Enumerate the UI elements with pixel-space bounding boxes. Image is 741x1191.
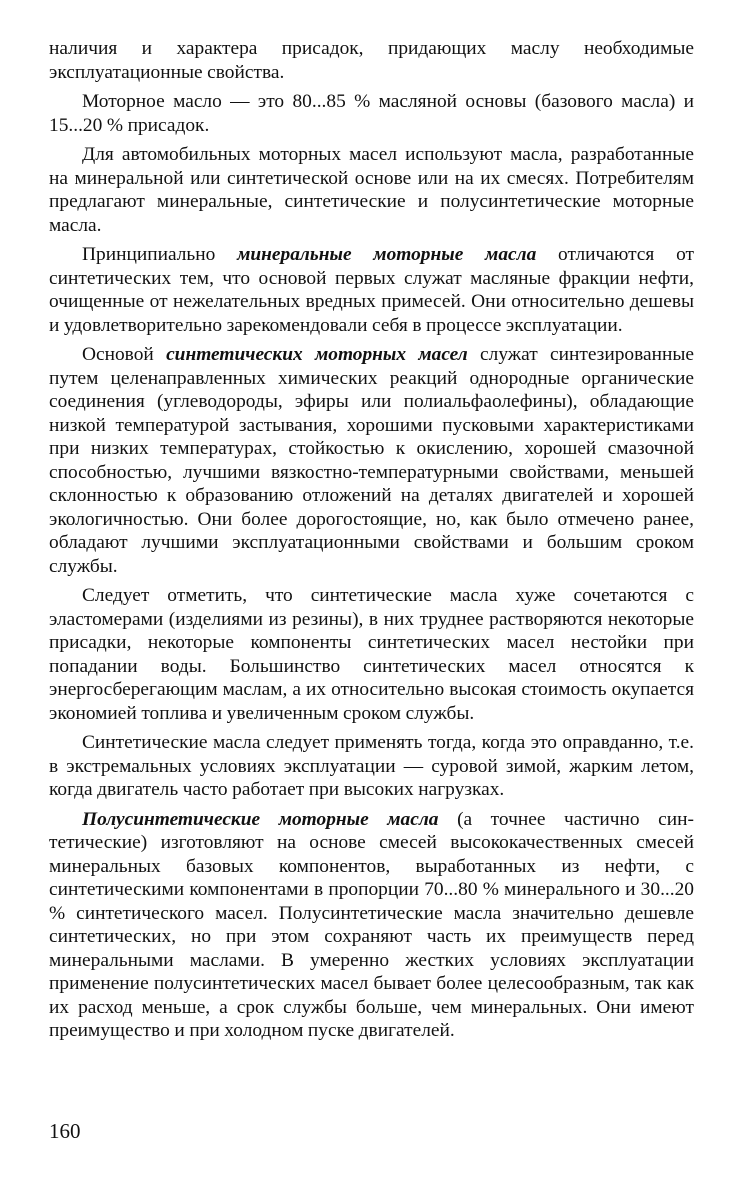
paragraph-text: Принципиально [82,244,238,265]
paragraph [49,731,694,802]
emphasized-term: Полусинтетические моторные масла [82,808,439,830]
emphasized-term: минеральные моторные масла [237,244,537,265]
paragraph [49,584,694,725]
paragraph [49,143,694,237]
paragraph-text: Следует отметить, что синтетические масла хуже сочетаются с эластомерами (изделиями из резины), в них труднее растворяются некоторые присадки, некоторые компоненты синтетических масел нестойки при попадании воды. Большинство синтетических масел относятся к энергосберегающим маслам, а их относительно высокая стоимость окупается экономией топлива и увеличенным сроком службы. [49,585,694,724]
paragraph-text: отличаются от синтетических тем, что основой первых служат масляные фракции нефти, очищенные от нежелательных вредных примесей. Они относительно дешевы и удовлетворительно зарекомендовали себя в процессе эксплуатации. [49,244,694,336]
text-column [49,37,694,1049]
paragraph [49,90,694,137]
paragraph [49,808,694,1043]
paragraph-text: наличия и характера присадок, придающих маслу необходимые эксплуатационные свойства. [49,38,694,83]
page-number: 160 [49,1119,81,1143]
paragraph-text: Моторное масло — это 80...85 % масляной основы (базового масла) и 15...20 % присадок. [49,91,694,136]
paragraph-text: Для автомобильных моторных масел используют масла, разработанные на минеральной или синтетической основе или на их смесях. Потребителям предлагают минеральные, синтетические и полусинтетические моторные масла. [49,144,694,236]
paragraph-text: (а точнее частично синтетические) изготовляют на основе смесей высококачественных смесей минеральных базовых компонентов, выработанных из нефти, с синтетическими компонентами в пропорции 70...80 % минерального и 30...20 % синтетического масел. Полусинтетические масла значительно дешевле синтетических, но при этом сохраняют часть их преимуществ перед минеральными маслами. В умеренно жестких условиях эксплуатации применение полусинтетических масел бывает более целесообразным, так как их расход меньше, а срок службы больше, чем минеральных. Они имеют преимущество и при холодном пуске двигателей. [49,808,694,1041]
paragraph [49,343,694,578]
paragraph-text: Основой [82,344,167,365]
paragraph-text: служат синтезированные путем целенаправленных химических реакций однородные органические соединения (углеводороды, эфиры или полиальфаолефины), обладающие низкой температурой застывания, хорошими пусковыми характеристиками при низких температурах, стойкостью к окислению, хорошей смазочной способностью, лучшими вязкостно-температурными свойствами, меньшей склонностью к образованию отложений на деталях двигателей и хорошей экологичностью. Они более дорогостоящие, но, как было отмечено ранее, обладают лучшими эксплуатационными свойствами и большим сроком службы. [49,344,695,577]
paragraph [49,37,694,84]
emphasized-term: синтетических моторных масел [166,344,468,365]
paragraph [49,243,694,337]
paragraph-text: Синтетические масла следует применять тогда, когда это оправданно, т.е. в экстремальных условиях эксплуатации — суровой зимой, жарким летом, когда двигатель часто работает при высоких нагрузках. [49,732,694,800]
